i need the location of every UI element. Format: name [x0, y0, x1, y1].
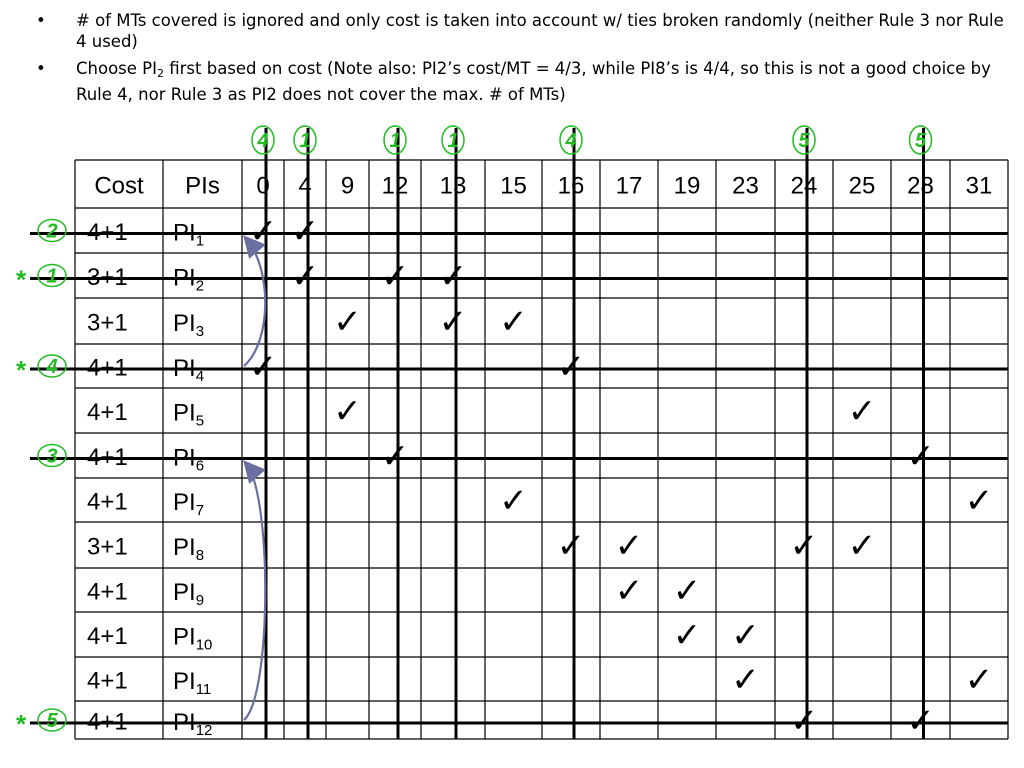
check-mark: ✓: [333, 392, 362, 431]
row-pi-label: $PI_9$: [173, 578, 205, 609]
check-mark: ✓: [731, 616, 760, 655]
column-mark-label: 4: [257, 130, 269, 152]
row-cost: 4+1: [87, 444, 128, 471]
check-mark: ✓: [789, 702, 819, 740]
row-pi-label: $PI_5$: [173, 399, 205, 429]
column-mark-label: 1: [389, 130, 401, 152]
check-mark: ✓: [672, 572, 702, 610]
header-cost: Cost: [94, 172, 144, 200]
check-mark: ✓: [964, 661, 994, 699]
check-mark: ✓: [248, 212, 278, 251]
row-cost: 3+1: [87, 309, 128, 337]
selection-star: *: [14, 709, 26, 739]
check-mark: ✓: [906, 437, 935, 476]
check-mark: ✓: [499, 303, 528, 341]
row-pi-label: $PI_4$: [173, 354, 205, 385]
check-mark: ✓: [906, 702, 935, 740]
minterm-header: 17: [615, 172, 643, 200]
row-cost: 4+1: [87, 219, 128, 246]
minterm-header: 9: [340, 172, 355, 200]
check-mark: ✓: [672, 616, 702, 655]
minterm-header: 31: [965, 172, 993, 200]
bullet-marker: •: [36, 11, 46, 30]
minterm-header: 25: [848, 172, 876, 200]
row-mark-label: 2: [46, 220, 58, 243]
row-pi-label: $PI_{12}$: [173, 708, 213, 739]
minterm-header: 24: [790, 172, 818, 200]
minterm-header: 4: [298, 172, 312, 200]
check-mark: ✓: [847, 392, 877, 431]
row-mark-label: 1: [46, 265, 58, 288]
bullet-subscript: 2: [156, 67, 164, 80]
bullet-text: # of MTs covered is ignored and only cost is taken into account w/ ties broken randomly (neither Rule 3 nor Rule 4 used): [76, 11, 1004, 51]
row-pi-label: $PI_6$: [173, 444, 205, 474]
minterm-header: 28: [907, 172, 934, 200]
row-cost: 4+1: [87, 623, 128, 650]
check-mark: ✓: [248, 348, 278, 386]
row-cost: 4+1: [87, 488, 128, 516]
dominance-arrow: [244, 464, 265, 721]
row-mark-label: 5: [46, 710, 58, 732]
check-mark: ✓: [964, 482, 994, 520]
row-cost: 4+1: [87, 578, 128, 606]
column-mark-label: 5: [914, 130, 927, 152]
selection-star: *: [14, 264, 26, 295]
row-pi-label: $PI_7$: [173, 488, 205, 519]
check-mark: ✓: [789, 527, 819, 565]
check-mark: ✓: [380, 257, 410, 296]
dominance-arrow: [244, 239, 265, 367]
check-mark: ✓: [438, 303, 468, 341]
minterm-header: 0: [256, 172, 270, 200]
row-cost: 4+1: [87, 399, 128, 426]
row-pi-label: $PI_2$: [173, 264, 205, 294]
check-mark: ✓: [333, 303, 362, 341]
minterm-header: 13: [439, 172, 467, 200]
minterm-header: 23: [732, 172, 759, 200]
row-pi-label: $PI_{11}$: [173, 667, 212, 698]
selection-star: *: [14, 355, 26, 385]
header-pis: PIs: [185, 172, 220, 200]
row-pi-label: $PI_{10}$: [173, 623, 213, 653]
minterm-header: 12: [381, 172, 409, 200]
check-mark: ✓: [499, 482, 528, 520]
bullet-marker: •: [36, 59, 46, 78]
column-mark-label: 4: [565, 130, 577, 152]
check-mark: ✓: [380, 437, 410, 476]
check-mark: ✓: [847, 527, 877, 565]
row-pi-label: $PI_1$: [173, 219, 205, 249]
column-mark-label: 1: [447, 130, 459, 152]
row-cost: 3+1: [87, 533, 128, 561]
row-cost: 4+1: [87, 354, 128, 382]
check-mark: ✓: [731, 661, 760, 699]
check-mark: ✓: [614, 572, 644, 610]
row-pi-label: $PI_3$: [173, 309, 205, 340]
check-mark: ✓: [614, 527, 644, 565]
bullet-text-start: Choose PI: [76, 59, 157, 78]
minterm-header: 16: [557, 172, 585, 200]
check-mark: ✓: [438, 257, 468, 296]
minterm-header: 19: [673, 172, 701, 200]
row-cost: 4+1: [87, 667, 128, 695]
check-mark: ✓: [290, 212, 320, 251]
column-mark-label: 1: [299, 130, 311, 152]
row-pi-label: $PI_8$: [173, 533, 205, 564]
minterm-header: 15: [500, 172, 527, 200]
row-cost: 4+1: [87, 708, 128, 736]
check-mark: ✓: [556, 527, 586, 565]
check-mark: ✓: [556, 348, 586, 386]
bullet-text-end: first based on cost (Note also: PI2’s cost/MT = 4/3, while PI8’s is 4/4, so this is not a good choice by Rule 4, nor Rule 3 as PI2 does not cover the max. # of MTs): [76, 59, 991, 104]
row-mark-label: 3: [46, 445, 58, 468]
column-mark-label: 5: [798, 130, 810, 152]
check-mark: ✓: [290, 257, 320, 296]
row-cost: 3+1: [87, 264, 128, 291]
row-mark-label: 4: [46, 356, 58, 378]
